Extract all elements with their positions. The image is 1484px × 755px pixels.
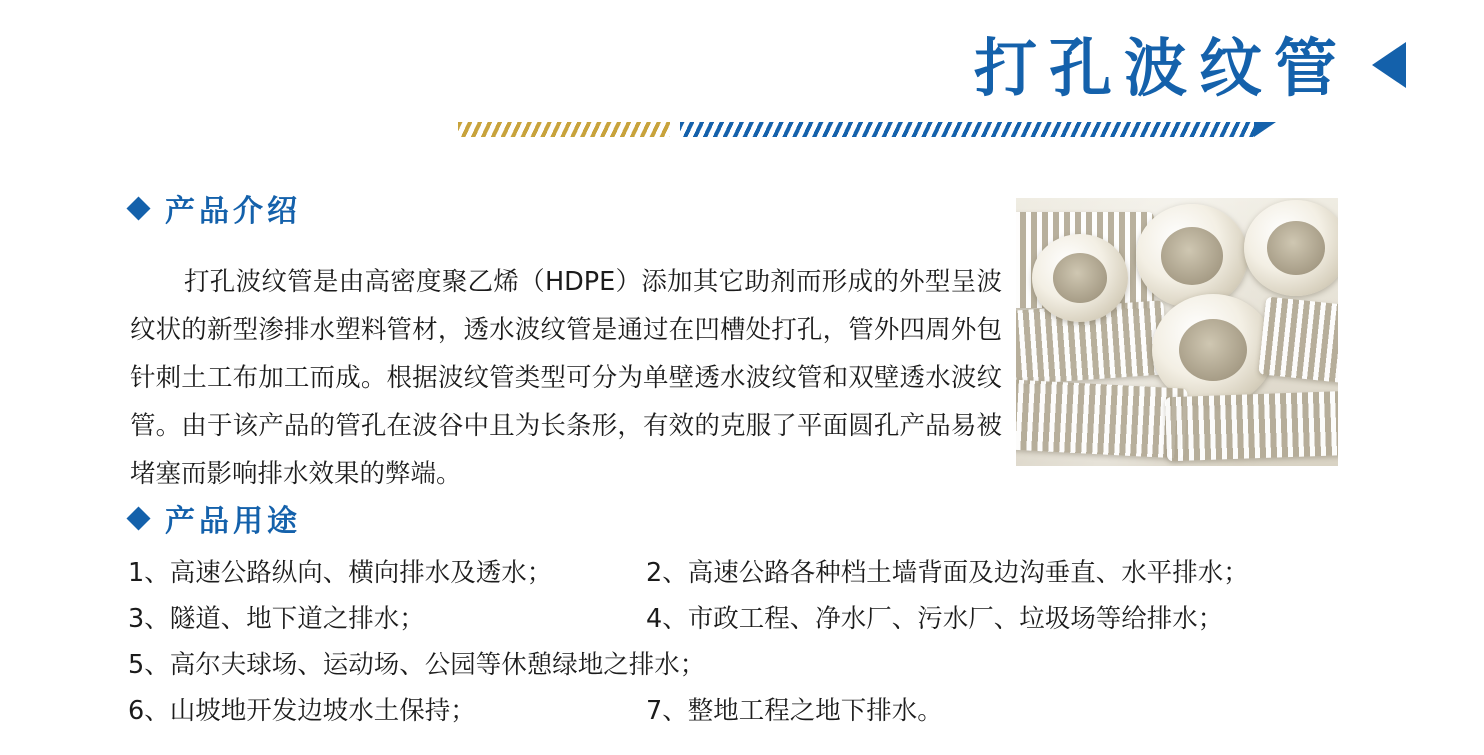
product-photo: [1016, 198, 1338, 466]
page-title: 打孔波纹管: [974, 31, 1349, 105]
left-pointing-triangle-icon: [1372, 42, 1406, 88]
page-header: [0, 0, 1484, 150]
usage-row: [128, 594, 1358, 640]
usage-list: [128, 548, 1358, 732]
usage-item: 3、隧道、地下道之排水；: [128, 604, 425, 634]
usage-row: [128, 640, 1358, 686]
decorative-striped-rule: [458, 122, 1276, 137]
usage-item: 1、高速公路纵向、横向排水及透水；: [128, 558, 553, 588]
product-photo-image: [1016, 198, 1338, 466]
usage-item: 6、山坡地开发边坡水土保持；: [128, 696, 476, 726]
section-heading-usage: [130, 496, 301, 540]
section-title-usage: 产品用途: [165, 504, 301, 539]
usage-row: [128, 548, 1358, 594]
rule-arrow-tip-icon: [1254, 122, 1276, 137]
intro-paragraph: 打孔波纹管是由高密度聚乙烯（HDPE）添加其它助剂而形成的外型呈波纹状的新型渗排水塑料管材，透水波纹管是通过在凹槽处打孔，管外四周外包针刺土工布加工而成。根据波纹管类型可分为单壁透水波纹管和双壁透水波纹管。由于该产品的管孔在波谷中且为长条形，有效的克服了平面圆孔产品易被堵塞而影响排水效果的弊端。: [130, 266, 1002, 489]
usage-item: 4、市政工程、净水厂、污水厂、垃圾场等给排水；: [646, 604, 1224, 634]
diamond-bullet-icon: [126, 196, 150, 220]
section-title-intro: 产品介绍: [165, 194, 301, 229]
usage-row: [128, 686, 1358, 732]
diamond-bullet-icon: [126, 506, 150, 530]
rule-gold-segment: [458, 122, 670, 137]
usage-item: 2、高速公路各种档土墙背面及边沟垂直、水平排水；: [646, 558, 1249, 588]
rule-blue-segment: [680, 122, 1254, 137]
section-heading-intro: [130, 186, 301, 230]
usage-item: 7、整地工程之地下排水。: [646, 696, 943, 726]
usage-item: 5、高尔夫球场、运动场、公园等休憩绿地之排水；: [128, 650, 706, 680]
